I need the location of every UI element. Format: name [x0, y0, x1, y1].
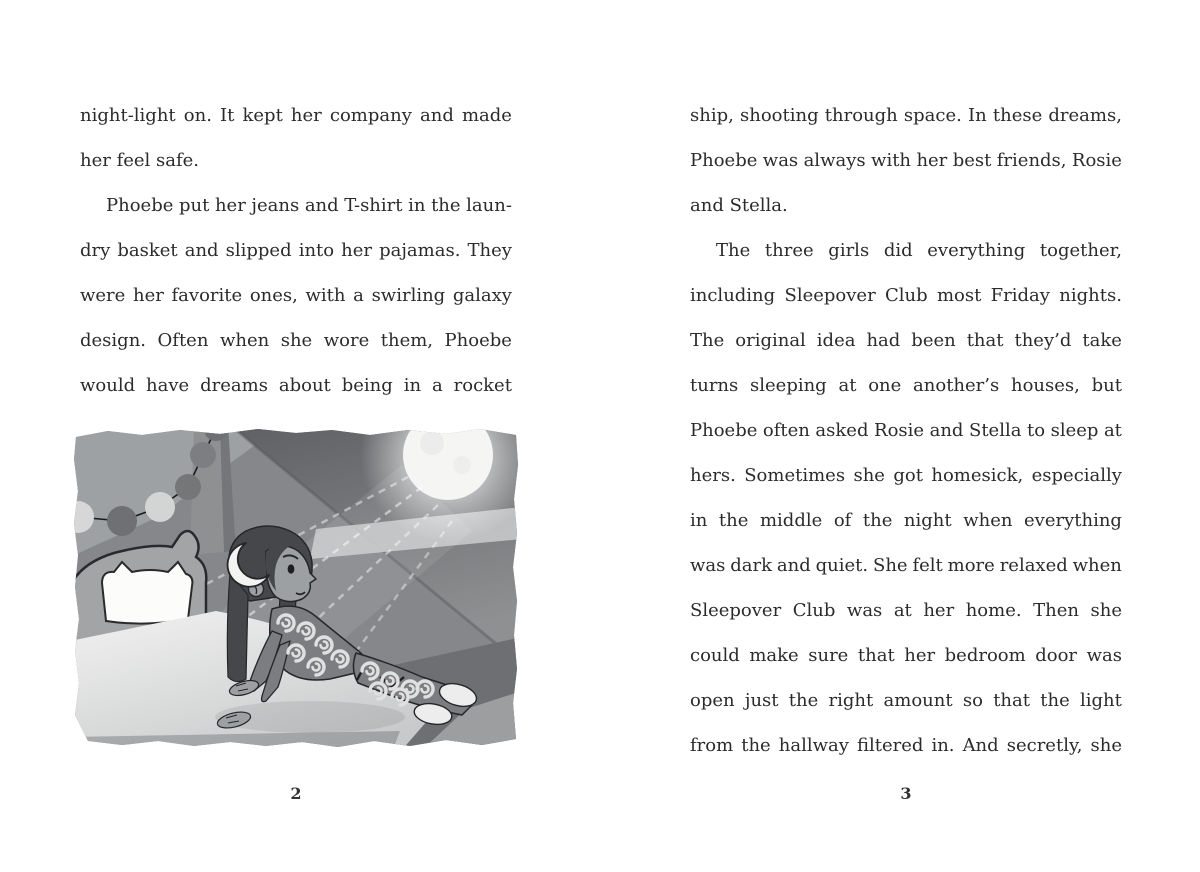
- text-line: were her favorite ones, with a swirling galaxy: [80, 285, 512, 306]
- text-line: Phoebe was always with her best friends, Rosie: [690, 150, 1122, 171]
- text-line: night-light on. It kept her company and made: [80, 105, 512, 126]
- page-number-left: 2: [290, 784, 302, 803]
- text-line: would have dreams about being in a rocket: [80, 375, 512, 396]
- left-page-text: [80, 95, 512, 410]
- text-line: dry basket and slipped into her pajamas. They: [80, 240, 512, 261]
- text-line: open just the right amount so that the light: [690, 690, 1122, 711]
- right-page-text: [690, 95, 1122, 770]
- text-line: was dark and quiet. She felt more relaxed when: [690, 555, 1122, 576]
- text-line: design. Often when she wore them, Phoebe: [80, 330, 512, 351]
- text-line: turns sleeping at one another’s houses, but: [690, 375, 1122, 396]
- cat-ear-pillow: [102, 562, 192, 624]
- text-line: Phoebe put her jeans and T-shirt in the laun-: [106, 195, 512, 216]
- text-line: hers. Sometimes she got homesick, especially: [690, 465, 1122, 486]
- text-line: from the hallway filtered in. And secretly, she: [690, 735, 1122, 756]
- text-line: could make sure that her bedroom door was: [690, 645, 1122, 666]
- text-line: her feel safe.: [80, 150, 200, 171]
- text-line: including Sleepover Club most Friday nights.: [690, 285, 1122, 306]
- text-line: The original idea had been that they’d take: [690, 330, 1122, 351]
- text-line: ship, shooting through space. In these dreams,: [690, 105, 1122, 126]
- text-line: Sleepover Club was at her home. Then she: [690, 600, 1122, 621]
- text-line: in the middle of the night when everything: [690, 510, 1122, 531]
- text-line: and Stella.: [690, 195, 788, 216]
- text-line: Phoebe often asked Rosie and Stella to sleep at: [690, 420, 1122, 441]
- text-line: The three girls did everything together,: [716, 240, 1122, 261]
- story-illustration: [70, 425, 522, 752]
- page-number-right: 3: [900, 784, 912, 803]
